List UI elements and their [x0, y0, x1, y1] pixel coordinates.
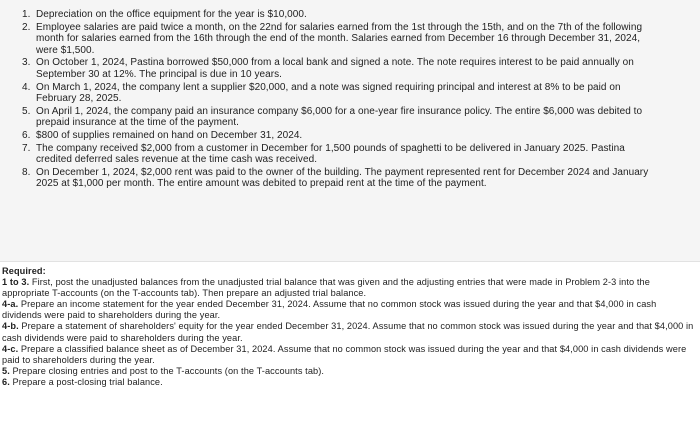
transaction-text: On December 1, 2024, $2,000 rent was paid to the owner of the building. The payment represented rent for December 2024 and January 2025 at $1,000 per month. The entire amount was debited to prepaid rent at the time of the payment.: [36, 166, 649, 190]
required-item: [2, 344, 698, 366]
transaction-text: On October 1, 2024, Pastina borrowed $50,000 from a local bank and signed a note. The note requires interest to be paid annually on September 30 at 12%. The principal is due in 10 years.: [36, 57, 634, 80]
required-item-label: 4-c.: [2, 343, 19, 354]
transaction-item: [22, 130, 652, 142]
required-item-text: Prepare a post-closing trial balance.: [9, 376, 163, 387]
transaction-number: 2.: [22, 21, 31, 33]
transaction-number: 3.: [22, 57, 31, 69]
required-item-text: First, post the unadjusted balances from the unadjusted trial balance that was given and the adjusting entries that were made in Problem 2-3 into the appropriate T-accounts (on the T-accounts tab). Then prepare an adjusted trial balance.: [2, 277, 650, 299]
transaction-number: 6.: [22, 129, 31, 141]
required-item-label: 4-b.: [2, 321, 19, 332]
required-item-label: 1 to 3.: [2, 277, 30, 288]
required-item: [2, 277, 698, 299]
transaction-number: 1.: [22, 9, 31, 20]
required-item-text: Prepare an income statement for the year ended December 31, 2024. Assume that no common stock was issued during the year and that $4,000 in cash dividends were paid to shareholders during the year.: [2, 299, 657, 321]
transaction-text: Depreciation on the office equipment for the year is $10,000.: [36, 9, 307, 20]
transaction-item: [22, 82, 652, 105]
transaction-text: Employee salaries are paid twice a month, on the 22nd for salaries earned from the 1st through the 15th, and on the 7th of the following month for salaries earned from the 16th through the end of the month. Salaries earned from December 16 through December 31, 2024, were $1,500.: [36, 21, 643, 56]
transaction-text: The company received $2,000 from a customer in December for 1,500 pounds of spaghetti to be delivered in January 2025. Pastina credited deferred sales revenue at the time cash was received.: [36, 142, 625, 166]
transactions-list: [22, 9, 652, 191]
required-item-label: 4-a.: [2, 299, 19, 310]
transaction-number: 7.: [22, 142, 31, 154]
transaction-item: [22, 143, 652, 166]
required-item-text: Prepare a statement of shareholders' equity for the year ended December 31, 2024. Assume that no common stock was issued during the year and that $4,000 in cash dividends were paid to shareholders during the year.: [2, 321, 694, 343]
transaction-text: On April 1, 2024, the company paid an insurance company $6,000 for a one-year fire insurance policy. The entire $6,000 was debited to prepaid insurance at the time of the payment.: [36, 105, 643, 129]
transaction-text: On March 1, 2024, the company lent a supplier $20,000, and a note was signed requiring principal and interest at 8% to be paid on February 28, 2025.: [36, 81, 621, 105]
transaction-item: [22, 9, 652, 21]
required-item: [2, 321, 698, 343]
transaction-item: [22, 167, 652, 190]
required-item: [2, 377, 698, 388]
required-item-text: Prepare closing entries and post to the T-accounts (on the T-accounts tab).: [9, 365, 325, 376]
required-heading: Required:: [2, 266, 46, 276]
transaction-item: [22, 22, 652, 57]
transaction-text: $800 of supplies remained on hand on December 31, 2024.: [36, 129, 303, 141]
required-item-label: 5.: [2, 365, 10, 376]
required-item-text: Prepare a classified balance sheet as of December 31, 2024. Assume that no common stock was issued during the year and that $4,000 in cash dividends were paid to shareholders during the year.: [2, 343, 687, 365]
transaction-number: 5.: [22, 105, 31, 117]
transaction-number: 8.: [22, 166, 31, 178]
transaction-item: [22, 106, 652, 129]
required-item: [2, 366, 698, 377]
required-item-label: 6.: [2, 376, 10, 387]
required-item: [2, 299, 698, 321]
required-panel: [0, 263, 700, 422]
transaction-item: [22, 57, 652, 80]
transaction-number: 4.: [22, 81, 31, 93]
